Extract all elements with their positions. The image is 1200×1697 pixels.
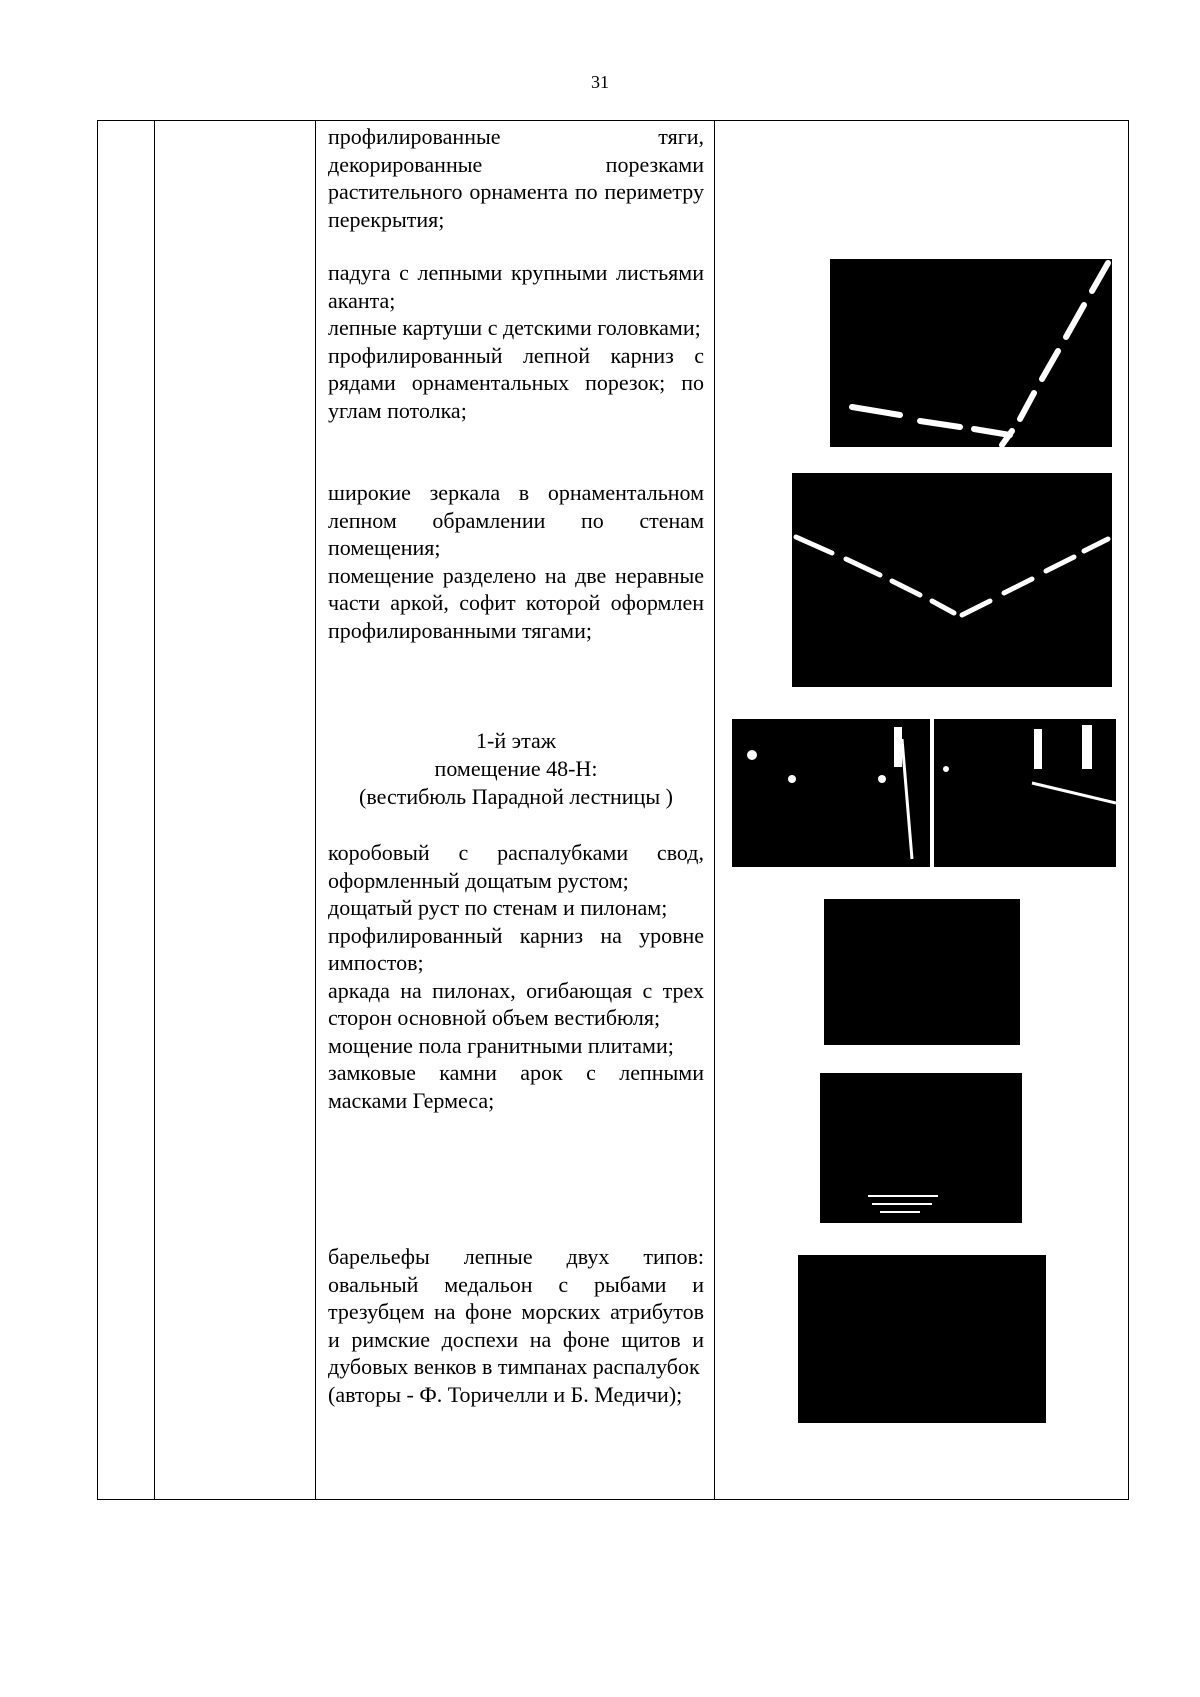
vestibule-vault-icon (732, 719, 1116, 867)
description-block-4 (328, 839, 704, 1114)
description-paragraph: помещение разделено на две неравные части аркой, софит которой оформлен профилированными тягами; (328, 562, 704, 643)
description-paragraph: замковые камни арок с лепными масками Гермеса; (328, 1060, 704, 1113)
vestibule-arcade-icon (824, 899, 1020, 1045)
floor-heading-room-name: (вестибюль Парадной лестницы ) (359, 784, 673, 809)
column-divider-1 (154, 121, 155, 1499)
bas-relief-photo (798, 1255, 1046, 1423)
description-paragraph: падуга с лепными крупными листьями аканта; (328, 260, 704, 313)
ceiling-corner-icon (830, 259, 1112, 447)
granite-floor-icon (820, 1073, 1022, 1223)
ceiling-cornice-photo (792, 473, 1112, 687)
description-paragraph: профилированные тяги, декорированные порезками растительного орнамента по периметру перекрытия; (328, 124, 704, 232)
column-divider-3 (714, 121, 715, 1499)
granite-floor-photo (820, 1073, 1022, 1223)
floor-heading-floor: 1-й этаж (476, 728, 556, 753)
floor-heading-room: помещение 48-Н: (434, 756, 598, 781)
description-block-1 (328, 123, 704, 233)
description-paragraph: барельефы лепные двух типов: овальный медальон с рыбами и трезубцем на фоне морских атрибутов и римские доспехи на фоне щитов и дубовых венков в тимпанах распалубок (328, 1244, 704, 1379)
description-block-3 (328, 479, 704, 644)
description-paragraph: лепные картуши с детскими головками; (328, 315, 701, 340)
ceiling-corner-photo (830, 259, 1112, 447)
vestibule-vault-photo (732, 719, 1116, 867)
description-paragraph: профилированный карниз на уровне импостов; (328, 922, 704, 975)
description-paragraph: коробовый с распалубками свод, оформленный дощатым рустом; (328, 840, 704, 893)
column-divider-2 (315, 121, 316, 1499)
page-number: 31 (591, 72, 609, 92)
monument-table (97, 120, 1129, 1500)
description-paragraph: широкие зеркала в орнаментальном лепном обрамлении по стенам помещения; (328, 480, 704, 560)
description-paragraph: (авторы - Ф. Торичелли и Б. Медичи); (328, 1381, 683, 1407)
description-paragraph: аркада на пилонах, огибающая с трех сторон основной объем вестибюля; (328, 977, 704, 1030)
vestibule-arcade-photo (824, 899, 1020, 1045)
description-paragraph: дощатый руст по стенам и пилонам; (328, 895, 668, 920)
description-paragraph: профилированный лепной карниз с рядами орнаментальных порезок; по углам потолка; (328, 342, 704, 423)
description-block-2 (328, 259, 704, 424)
floor-heading (328, 727, 704, 811)
ceiling-cornice-icon (792, 473, 1112, 687)
description-paragraph: мощение пола гранитными плитами; (328, 1032, 674, 1058)
description-block-5 (328, 1243, 704, 1408)
bas-relief-icon (798, 1255, 1046, 1423)
